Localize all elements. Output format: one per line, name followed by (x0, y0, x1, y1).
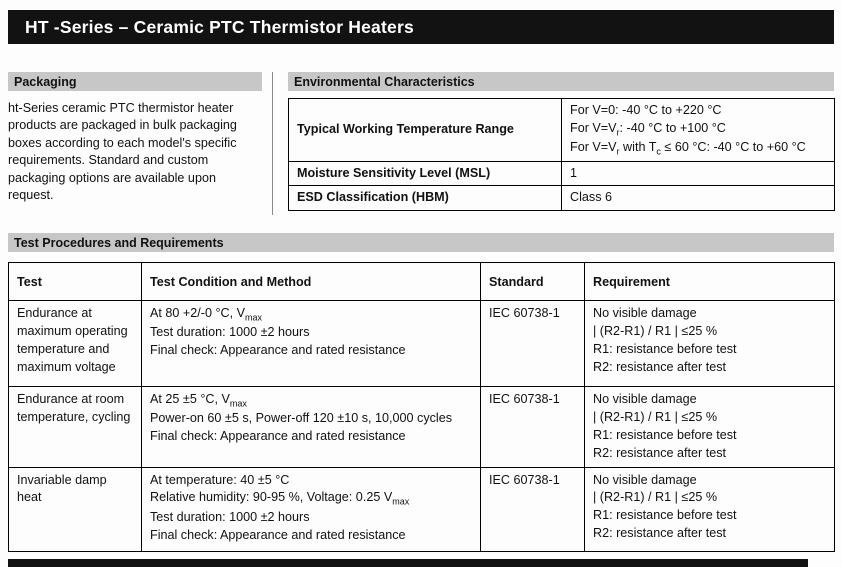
environmental-table (288, 98, 835, 211)
env-row-value: For V=0: -40 °C to +220 °C For $V=V_r$: -40 °C to +100 °C For $V=V_r$ with $T_c \le 60$ °C: -40 °C to +60 °C (562, 99, 835, 162)
test-requirement-cell: No visible damage | (R2-R1) / R1 | ≤25 % R1: resistance before test R2: resistance after test (585, 467, 835, 551)
packaging-section (8, 72, 262, 204)
title-bar (8, 10, 834, 44)
column-header-test: Test (9, 263, 142, 301)
environmental-heading: Environmental Characteristics (288, 72, 834, 91)
env-row-value: 1 (562, 161, 835, 186)
test-condition-cell: At 25 ±5 °C, $V_{max}$ Power-on 60 ±5 s, Power-off 120 ±10 s, 10,000 cycles Final check: Appearance and rated resistance (142, 387, 481, 468)
table-row (289, 161, 835, 186)
column-divider (272, 72, 273, 215)
test-standard-cell: IEC 60738-1 (481, 467, 585, 551)
tests-heading: Test Procedures and Requirements (8, 233, 834, 252)
env-row-label: Typical Working Temperature Range (289, 99, 562, 162)
column-header-condition: Test Condition and Method (142, 263, 481, 301)
test-condition-cell: At 80 +2/-0 °C, $V_{max}$ Test duration: 1000 ±2 hours Final check: Appearance and rated resistance (142, 301, 481, 387)
packaging-body-text: ht-Series ceramic PTC thermistor heater products are packaged in bulk packaging boxes according to each model's specific requirements. Standard and custom packaging options are available upon request. (8, 101, 237, 202)
footer-bar (8, 559, 808, 567)
test-condition-cell: At temperature: 40 ±5 °C Relative humidity: 90-95 %, Voltage: 0.25 $V_{max}$ Test duration: 1000 ±2 hours Final check: Appearance and rated resistance (142, 467, 481, 551)
tests-table (8, 262, 835, 552)
page-title: HT -Series – Ceramic PTC Thermistor Heaters (25, 16, 414, 37)
env-row-value: Class 6 (562, 186, 835, 211)
tests-section-heading-bar (8, 233, 834, 252)
table-row (9, 467, 835, 551)
env-row-label: ESD Classification (HBM) (289, 186, 562, 211)
test-requirement-cell: No visible damage | (R2-R1) / R1 | ≤25 % R1: resistance before test R2: resistance after test (585, 301, 835, 387)
test-name-cell: Endurance at maximum operating temperature and maximum voltage (9, 301, 142, 387)
environmental-section (288, 72, 834, 211)
table-row (289, 99, 835, 162)
table-row (9, 387, 835, 468)
test-standard-cell: IEC 60738-1 (481, 301, 585, 387)
table-row (289, 186, 835, 211)
tests-section (8, 262, 834, 552)
column-header-requirement: Requirement (585, 263, 835, 301)
test-name-cell: Endurance at room temperature, cycling (9, 387, 142, 468)
table-header-row (9, 263, 835, 301)
env-row-label: Moisture Sensitivity Level (MSL) (289, 161, 562, 186)
table-row (9, 301, 835, 387)
test-requirement-cell: No visible damage | (R2-R1) / R1 | ≤25 % R1: resistance before test R2: resistance after test (585, 387, 835, 468)
test-name-cell: Invariable damp heat (9, 467, 142, 551)
column-header-standard: Standard (481, 263, 585, 301)
packaging-heading: Packaging (8, 72, 262, 91)
test-standard-cell: IEC 60738-1 (481, 387, 585, 468)
